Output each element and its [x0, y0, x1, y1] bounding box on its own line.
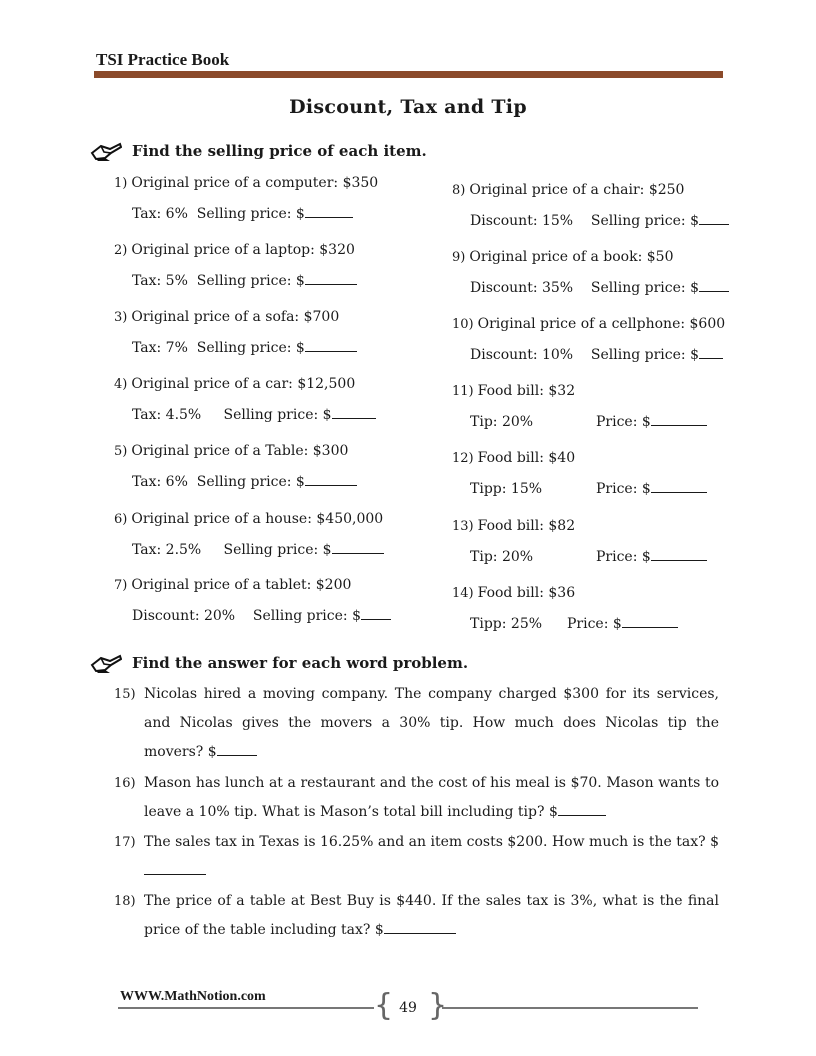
problem-1	[114, 168, 378, 229]
problem-text: Original price of a book: $50	[469, 249, 674, 265]
problem-text: Original price of a chair: $250	[469, 182, 685, 198]
problem-number: 18)	[114, 894, 136, 909]
problem-text: Original price of a sofa: $700	[131, 309, 340, 325]
problem-3	[114, 302, 357, 363]
problem-text: Original price of a house: $450,000	[131, 511, 384, 527]
problem-number: 5)	[114, 444, 128, 459]
section-heading-selling-price	[90, 140, 427, 162]
header-rule	[94, 71, 723, 78]
problem-number: 4)	[114, 377, 128, 392]
problem-13	[452, 511, 707, 572]
problem-number: 2)	[114, 243, 128, 258]
problem-text: Original price of a tablet: $200	[131, 577, 352, 593]
answer-blank[interactable]	[651, 411, 707, 426]
page-number: 49	[399, 1000, 417, 1016]
answer-blank[interactable]	[305, 203, 353, 218]
price-label: Price: $	[567, 616, 622, 632]
problem-number: 13)	[452, 519, 474, 534]
answer-blank[interactable]	[699, 344, 723, 359]
answer-blank[interactable]	[305, 471, 357, 486]
footer-website[interactable]: WWW.MathNotion.com	[120, 989, 266, 1004]
right-brace-icon: }	[428, 988, 448, 1023]
pencil-hand-icon	[90, 652, 122, 674]
problem-4	[114, 369, 376, 430]
answer-blank[interactable]	[699, 277, 729, 292]
problem-number: 6)	[114, 512, 128, 527]
problem-text: Original price of a cellphone: $600	[477, 316, 726, 332]
problem-detail: Tax: 7% Selling price: $	[132, 340, 305, 356]
problem-12	[452, 443, 707, 504]
problem-number: 15)	[114, 687, 136, 702]
problem-detail: Tax: 6% Selling price: $	[132, 206, 305, 222]
answer-blank[interactable]	[699, 210, 729, 225]
tip-label: Tip: 20%	[470, 414, 534, 430]
problem-detail: Tax: 6% Selling price: $	[132, 474, 305, 490]
tip-label: Tipp: 25%	[470, 616, 543, 632]
answer-blank[interactable]	[361, 605, 391, 620]
problem-detail: Discount: 35% Selling price: $	[470, 280, 699, 296]
answer-blank[interactable]	[217, 741, 257, 756]
problem-detail: Tax: 2.5% Selling price: $	[132, 542, 332, 558]
answer-blank[interactable]	[305, 270, 357, 285]
problem-number: 1)	[114, 176, 128, 191]
problem-number: 11)	[452, 384, 474, 399]
footer-rule-left	[118, 1007, 374, 1009]
answer-blank[interactable]	[332, 539, 384, 554]
problem-detail: Tax: 5% Selling price: $	[132, 273, 305, 289]
price-label: Price: $	[596, 481, 651, 497]
problem-7	[114, 570, 391, 631]
problem-6	[114, 504, 384, 565]
problem-detail: Discount: 20% Selling price: $	[132, 608, 361, 624]
tip-label: Tipp: 15%	[470, 481, 543, 497]
problem-text: Food bill: $40	[477, 450, 576, 466]
problem-number: 17)	[114, 835, 136, 850]
book-title: TSI Practice Book	[96, 50, 230, 69]
page-title: Discount, Tax and Tip	[289, 96, 527, 118]
problem-text: Food bill: $36	[477, 585, 576, 601]
problem-text: Original price of a computer: $350	[131, 175, 379, 191]
problem-text: The sales tax in Texas is 16.25% and an item costs $200. How much is the tax? $	[144, 834, 719, 850]
problem-text: Original price of a car: $12,500	[131, 376, 356, 392]
price-label: Price: $	[596, 549, 651, 565]
tip-label: Tip: 20%	[470, 549, 534, 565]
section-heading-text: Find the answer for each word problem.	[132, 654, 469, 672]
problem-9	[452, 242, 729, 303]
problem-number: 7)	[114, 578, 128, 593]
problem-number: 8)	[452, 183, 466, 198]
answer-blank[interactable]	[332, 404, 376, 419]
problem-text: The price of a table at Best Buy is $440. If the sales tax is 3%, what is the final price of the table including tax? $	[144, 893, 719, 938]
answer-blank[interactable]	[305, 337, 357, 352]
problem-text: Food bill: $32	[477, 383, 576, 399]
problem-text: Nicolas hired a moving company. The company charged $300 for its services, and Nicolas gives the movers a 30% tip. How much does Nicolas tip the movers? $	[144, 686, 719, 760]
problem-number: 16)	[114, 776, 136, 791]
section-heading-word-problems	[90, 652, 468, 674]
word-problem-18	[114, 887, 719, 945]
word-problem-17	[114, 828, 719, 886]
problem-10	[452, 309, 725, 370]
answer-blank[interactable]	[651, 546, 707, 561]
problem-text: Original price of a Table: $300	[131, 443, 349, 459]
problem-detail: Discount: 10% Selling price: $	[470, 347, 699, 363]
problem-8	[452, 175, 729, 236]
left-brace-icon: {	[374, 988, 394, 1023]
pencil-hand-icon	[90, 140, 122, 162]
problem-text: Food bill: $82	[477, 518, 576, 534]
problem-detail: Tax: 4.5% Selling price: $	[132, 407, 332, 423]
problem-11	[452, 376, 707, 437]
answer-blank[interactable]	[144, 860, 206, 875]
problem-number: 14)	[452, 586, 474, 601]
answer-blank[interactable]	[651, 478, 707, 493]
answer-blank[interactable]	[622, 613, 678, 628]
problem-5	[114, 436, 357, 497]
footer-rule-right	[442, 1007, 698, 1009]
answer-blank[interactable]	[384, 919, 456, 934]
problem-text: Mason has lunch at a restaurant and the cost of his meal is $70. Mason wants to leave a 10% tip. What is Mason’s total bill including tip? $	[144, 775, 719, 820]
problem-number: 12)	[452, 451, 474, 466]
word-problem-16	[114, 769, 719, 827]
problem-2	[114, 235, 357, 296]
section-heading-text: Find the selling price of each item.	[132, 142, 427, 160]
problem-number: 9)	[452, 250, 466, 265]
problem-number: 3)	[114, 310, 128, 325]
problem-number: 10)	[452, 317, 474, 332]
price-label: Price: $	[596, 414, 651, 430]
problem-14	[452, 578, 678, 639]
answer-blank[interactable]	[558, 801, 606, 816]
problem-detail: Discount: 15% Selling price: $	[470, 213, 699, 229]
problem-text: Original price of a laptop: $320	[131, 242, 355, 258]
word-problem-15	[114, 680, 719, 767]
